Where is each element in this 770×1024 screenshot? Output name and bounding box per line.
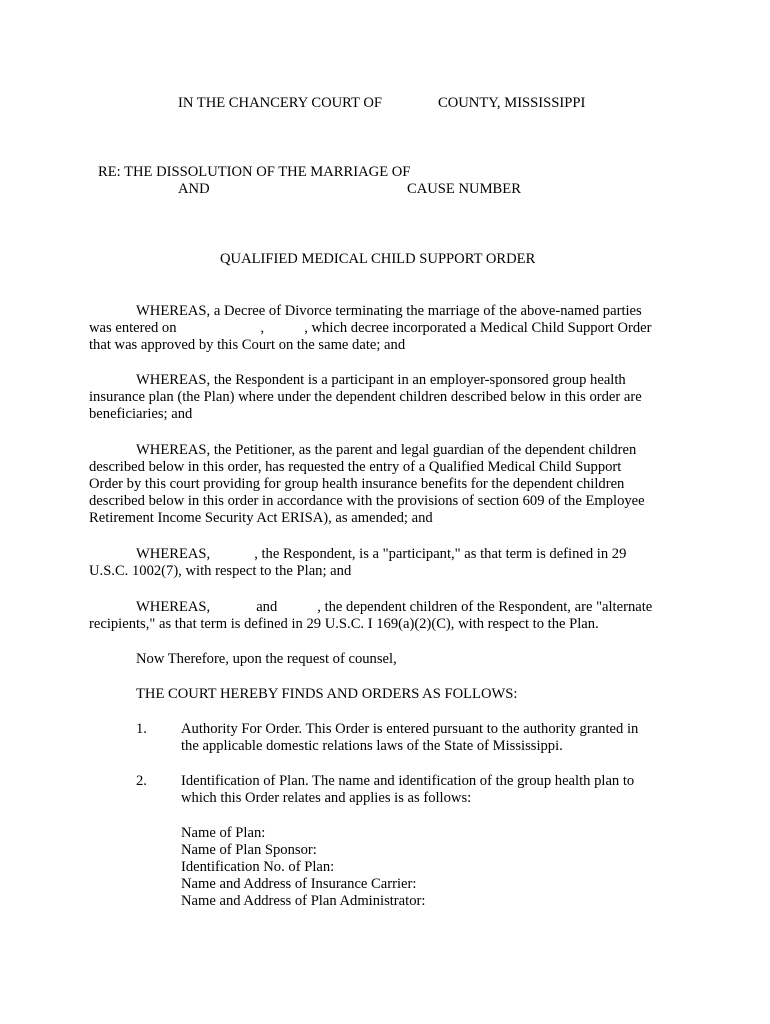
- court-heading-prefix: IN THE CHANCERY COURT OF: [178, 95, 382, 111]
- paragraph-alternate-recipients: [89, 599, 679, 633]
- caption-cause-number-label: CAUSE NUMBER: [407, 181, 521, 197]
- paragraph-text: WHEREAS,: [136, 546, 211, 562]
- paragraph-line: [89, 320, 679, 337]
- paragraph-line: [89, 599, 679, 616]
- paragraph-line: WHEREAS, a Decree of Divorce terminating the marriage of the above-named parties: [136, 303, 642, 319]
- paragraph-text: , the Respondent, is a "participant," as that term is defined in 29: [254, 546, 627, 562]
- paragraph-line: described below in this order, has requested the entry of a Qualified Medical Child Support: [89, 459, 622, 475]
- item-line: the applicable domestic relations laws of the State of Mississippi.: [181, 738, 563, 754]
- paragraph-text: , the dependent children of the Respondent, are "alternate: [317, 599, 653, 615]
- paragraph-line: that was approved by this Court on the same date; and: [89, 337, 406, 353]
- paragraph-line: WHEREAS, the Respondent is a participant in an employer-sponsored group health: [136, 372, 626, 388]
- plan-field-plan-administrator: Name and Address of Plan Administrator:: [181, 893, 426, 909]
- item-line: Authority For Order. This Order is entered pursuant to the authority granted in: [181, 721, 639, 737]
- paragraph-line: U.S.C. 1002(7), with respect to the Plan; and: [89, 563, 352, 579]
- paragraph-line: beneficiaries; and: [89, 406, 193, 422]
- paragraph-line: insurance plan (the Plan) where under the dependent children described below in this order are: [89, 389, 642, 405]
- item-identification-of-plan: [181, 773, 634, 807]
- paragraph-line: Retirement Income Security Act ERISA), as amended; and: [89, 510, 433, 526]
- paragraph-line: [89, 546, 679, 563]
- paragraph-line: THE COURT HEREBY FINDS AND ORDERS AS FOLLOWS:: [136, 686, 518, 702]
- paragraph-petitioner-request: [89, 442, 679, 527]
- paragraph-line: WHEREAS, the Petitioner, as the parent and legal guardian of the dependent children: [136, 442, 637, 458]
- paragraph-text: , which decree incorporated a Medical Child Support Order: [304, 320, 652, 336]
- plan-fields-list: [181, 825, 425, 910]
- caption-re-line: RE: THE DISSOLUTION OF THE MARRIAGE OF: [98, 164, 411, 180]
- paragraph-line: Now Therefore, upon the request of counsel,: [136, 651, 397, 667]
- item-number: 2.: [136, 773, 147, 789]
- paragraph-participant-definition: [89, 546, 679, 580]
- plan-field-name-of-plan: Name of Plan:: [181, 825, 266, 841]
- paragraph-decree: [89, 303, 679, 354]
- paragraph-now-therefore: [89, 651, 679, 668]
- paragraph-respondent-participant: [89, 372, 679, 423]
- document-title: QUALIFIED MEDICAL CHILD SUPPORT ORDER: [220, 251, 536, 267]
- paragraph-text: WHEREAS,: [136, 599, 211, 615]
- paragraph-court-orders: [89, 686, 679, 703]
- plan-field-plan-sponsor: Name of Plan Sponsor:: [181, 842, 317, 858]
- paragraph-text: and: [256, 599, 278, 615]
- item-authority-for-order: [181, 721, 638, 755]
- item-line: Identification of Plan. The name and identification of the group health plan to: [181, 773, 635, 789]
- paragraph-text: ,: [260, 320, 265, 336]
- caption-and-label: AND: [178, 181, 210, 197]
- item-number: 1.: [136, 721, 147, 737]
- plan-field-identification-no: Identification No. of Plan:: [181, 859, 335, 875]
- item-line: which this Order relates and applies is as follows:: [181, 790, 472, 806]
- paragraph-line: recipients," as that term is defined in 29 U.S.C. I 169(a)(2)(C), with respect to the Plan.: [89, 616, 599, 632]
- paragraph-line: Order by this court providing for group health insurance benefits for the dependent children: [89, 476, 625, 492]
- paragraph-line: described below in this order in accordance with the provisions of section 609 of the Employee: [89, 493, 645, 509]
- paragraph-text: was entered on: [89, 320, 177, 336]
- court-heading-suffix: COUNTY, MISSISSIPPI: [438, 95, 586, 111]
- plan-field-insurance-carrier: Name and Address of Insurance Carrier:: [181, 876, 417, 892]
